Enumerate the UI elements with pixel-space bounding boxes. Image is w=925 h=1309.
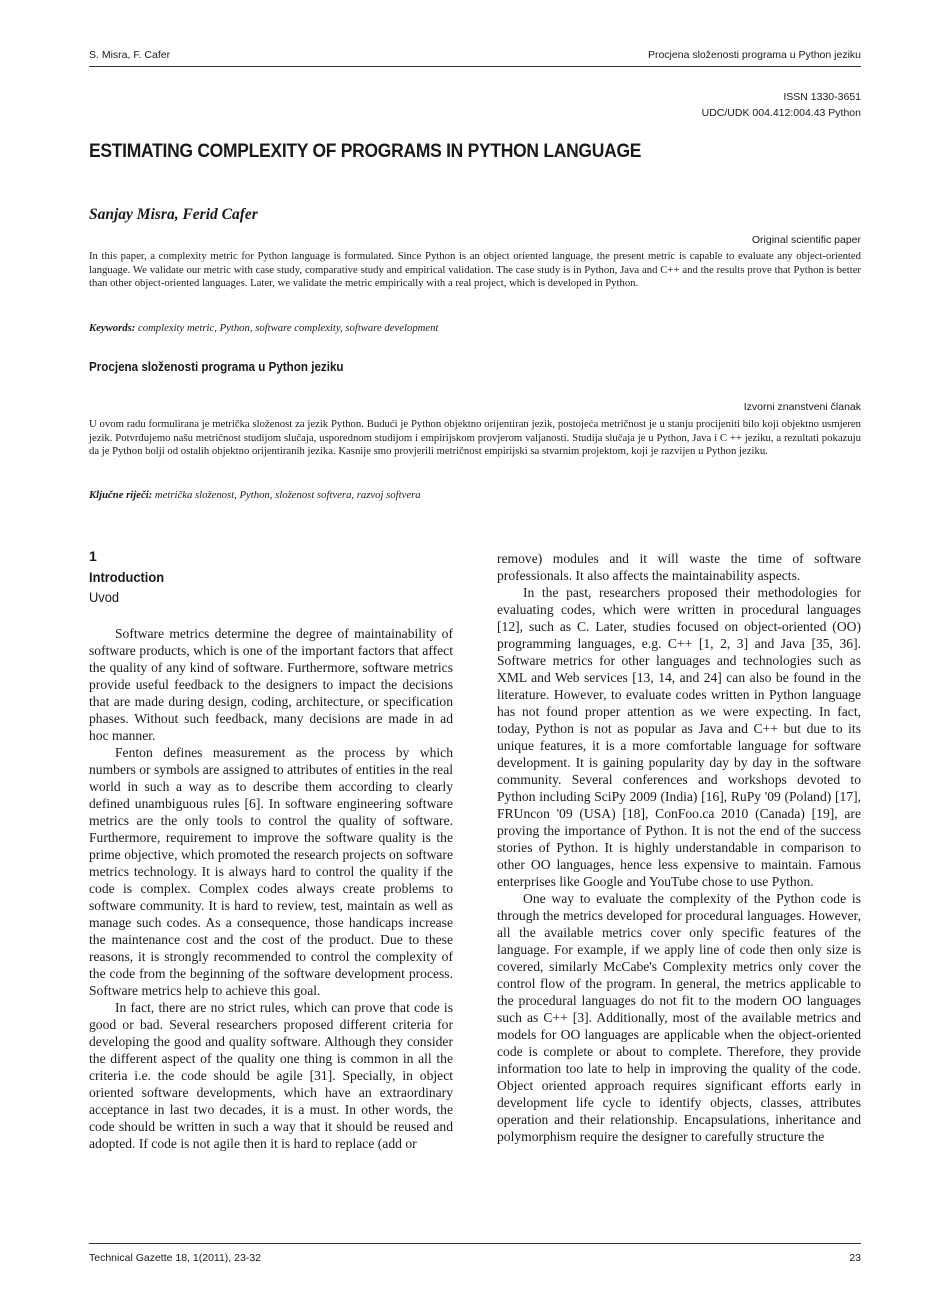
keywords-list: complexity metric, Python, software complexity, software development	[137, 322, 439, 334]
page-number: 23	[849, 1252, 861, 1264]
body-column-left	[89, 625, 453, 1152]
paper-authors: Sanjay Misra, Ferid Cafer	[89, 206, 258, 223]
header-croatian-title: Procjena složenosti programa u Python jeziku	[647, 49, 861, 61]
issn: ISSN 1330-3651	[783, 91, 861, 103]
keywords-label: Keywords:	[89, 322, 136, 334]
journal-citation: Technical Gazette 18, 1(2011), 23-32	[89, 1252, 261, 1264]
section-subtitle: Uvod	[89, 589, 120, 605]
paper-type-english: Original scientific paper	[751, 234, 861, 246]
paragraph: Software metrics determine the degree of maintainability of software products, which is one of the important factors that affect the quality of any kind of software. Furthermore, software metrics provide useful feedback to the designers to impact the decisions that are made during design, coding, architecture, or specification phases. Without such feedback, many decisions are made in ad hoc manner.	[89, 626, 453, 743]
abstract-croatian: U ovom radu formulirana je metrička složenost za jezik Python. Budući je Python objektno orijentiran jezik, postojeća metričnost je u stanju procijeniti bilo koji objektno usmjeren jezik. Potvrđujemo našu metričnost studijom slučaja, usporednom studijom i empirijskom provjerom valjanosti. Studija slučaja je u Python, Java i C ++ jeziku, a rezultati pokazuju da je Python bolji od ostalih objektno orijentiranih jezika. Kasnije smo provjerili metričnost empirijski sa stvarnim projektom, koji je razvijen u Python jeziku.	[89, 418, 861, 457]
paragraph: In fact, there are no strict rules, which can prove that code is good or bad. Several researchers proposed different criteria for developing the good and quality software. Although they consider the different aspect of the quality one thing is common in all the criteria i.e. the code should be agile [31]. Specially, in object oriented software developments, which have an extraordinary acceptance in last two decades, it is a must. In other words, the code should be written in such a way that it should be reused and adopted. If code is not agile then it is hard to replace (add or	[89, 1000, 453, 1151]
section-title: Introduction	[89, 569, 165, 585]
abstract-english: In this paper, a complexity metric for Python language is formulated. Since Python is an object oriented language, the present metric is capable to evaluate any object-oriented language. We validate our metric with case study, comparative study and empirical validation. The case study is in Python, Java and C++ and the results prove that Python is better than other object-oriented languages. Later, we validate the metric empirically with a real project, which is developed in Python.	[89, 250, 861, 289]
keywords-list-croatian: metrička složenost, Python, složenost softvera, razvoj softvera	[154, 489, 421, 501]
publication-meta	[702, 89, 861, 121]
paper-type-croatian: Izvorni znanstveni članak	[743, 401, 861, 413]
paragraph: remove) modules and it will waste the time of software professionals. It also affects the maintainability aspects.	[497, 551, 861, 583]
header-rule	[89, 66, 861, 67]
footer-rule	[89, 1243, 861, 1244]
section-number: 1	[89, 548, 97, 564]
keywords-english	[89, 322, 861, 334]
udc-code: UDC/UDK 004.412:004.43 Python	[701, 107, 861, 119]
paragraph: In the past, researchers proposed their methodologies for evaluating codes, which were written in procedural languages [12], such as C. Later, studies focused on object-oriented (OO) programming languages, e.g. C++ [1, 2, 3] and Java [35, 36]. Software metrics for other languages and technologies such as XML and Web services [13, 14, and 24] can also be found in the literature. However, to evaluate codes written in Python language has not found proper attention as we were expecting. In fact, today, Python is not as popular as Java and C++ but due to its unique features, it is a more comfortable language for software development. It is gaining popularity day by day in the software community. Several conferences and workshops devoted to Python including SciPy 2009 (India) [16], RuPy '09 (Poland) [17], FRUncon '09 (USA) [18], ConFoo.ca 2010 (Canada) [19], are proving the importance of Python. It is not the end of the success stories of Python. It is highly understandable in comparison to other OO languages, hence less expensive to maintain. Famous enterprises like Google and YouTube chose to use Python.	[497, 585, 861, 889]
body-column-right	[497, 550, 861, 1145]
keywords-label-croatian: Ključne riječi:	[89, 489, 153, 501]
paragraph: Fenton defines measurement as the process by which numbers or symbols are assigned to attributes of entities in the real world in such a way as to describe them according to clearly defined unambiguous rules [6]. In software engineering software metrics are the only tools to control the quality of software. Furthermore, requirement to improve the software quality is the prime objective, which promoted the research projects on software metrics technology. It is always hard to control the quality if the code is complex. Complex codes always create problems to software community. It is hard to review, test, maintain as well as manage such codes. As a consequence, those handicaps increase the maintenance cost and the cost of the product. Due to these reasons, it is strongly recommended to control the complexity of the code from the beginning of the software development process. Software metrics help to achieve this goal.	[89, 745, 453, 998]
croatian-title: Procjena složenosti programa u Python jeziku	[89, 360, 344, 374]
header-authors: S. Misra, F. Cafer	[89, 49, 171, 61]
keywords-croatian	[89, 489, 861, 501]
paper-title: ESTIMATING COMPLEXITY OF PROGRAMS IN PYTHON LANGUAGE	[89, 141, 642, 162]
paragraph: One way to evaluate the complexity of the Python code is through the metrics developed for procedural languages. However, all the available metrics cover only specific features of the language. For example, if we apply line of code then only size is covered, similarly McCabe's Complexity metrics only cover the control flow of the program. In general, the metrics applicable to the procedural languages do not fit to the modern OO languages such as C++ [3]. Additionally, most of the available metrics and models for OO languages are applicable when the object-oriented code is complete or about to complete. Therefore, they provide information too late to help in improving the quality of the code. Object oriented approach requires significant efforts early in development life cycle to identify objects, classes, attributes operation and their relationship. Encapsulations, inheritance and polymorphism require the designer to carefully structure the	[497, 891, 861, 1144]
